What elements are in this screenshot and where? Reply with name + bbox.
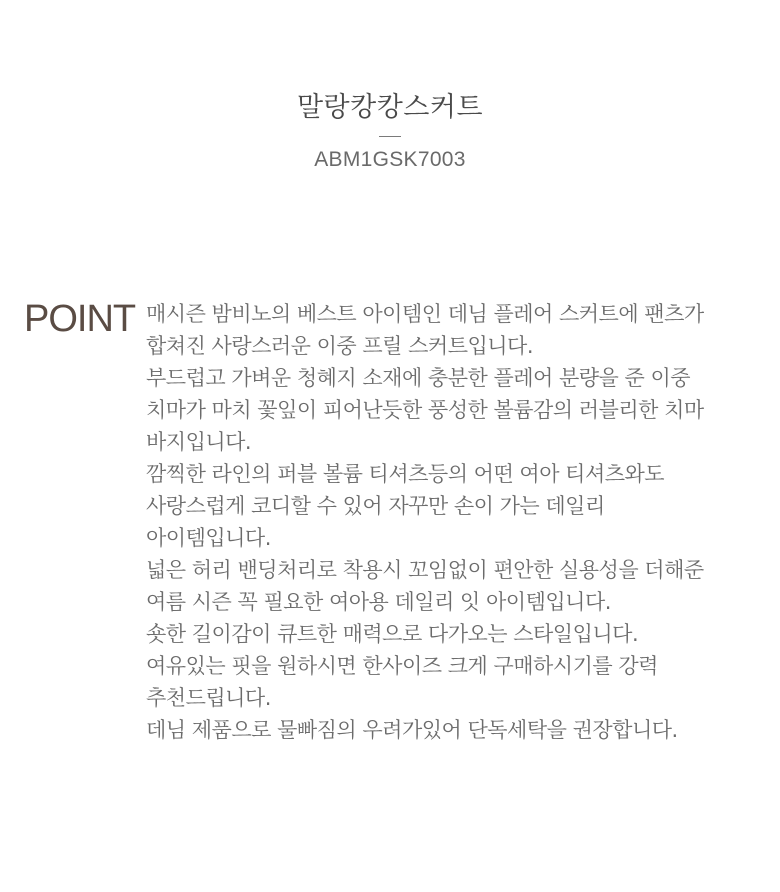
point-line: 매시즌 밤비노의 베스트 아이템인 데님 플레어 스커트에 팬츠가 xyxy=(146,302,704,326)
point-label: POINT xyxy=(24,298,136,340)
point-line: 추천드립니다. xyxy=(146,686,271,710)
point-line: 데님 제품으로 물빠짐의 우려가있어 단독세탁을 권장합니다. xyxy=(146,718,678,742)
product-code: ABM1GSK7003 xyxy=(314,148,466,171)
title-divider xyxy=(379,136,401,137)
point-line: 여유있는 핏을 원하시면 한사이즈 크게 구매하시기를 강력 xyxy=(146,654,658,678)
point-line: 넓은 허리 밴딩처리로 착용시 꼬임없이 편안한 실용성을 더해준 xyxy=(146,558,704,582)
point-line: 숏한 길이감이 큐트한 매력으로 다가오는 스타일입니다. xyxy=(146,622,639,646)
point-line: 치마가 마치 꽃잎이 피어난듯한 풍성한 볼륨감의 러블리한 치마 xyxy=(146,398,704,422)
product-name: 말랑캉캉스커트 xyxy=(296,92,484,123)
point-line: 깜찍한 라인의 퍼블 볼륨 티셔츠등의 어떤 여아 티셔츠와도 xyxy=(146,462,665,486)
product-header xyxy=(0,88,780,173)
point-line: 부드럽고 가벼운 청혜지 소재에 충분한 플레어 분량을 준 이중 xyxy=(146,366,691,390)
point-line: 합쳐진 사랑스러운 이중 프릴 스커트입니다. xyxy=(146,334,534,358)
point-line: 아이템입니다. xyxy=(146,526,271,550)
point-line: 사랑스럽게 코디할 수 있어 자꾸만 손이 가는 데일리 xyxy=(146,494,605,518)
point-description xyxy=(146,298,766,746)
point-line: 바지입니다. xyxy=(146,430,252,454)
point-line: 여름 시즌 꼭 필요한 여아용 데일리 잇 아이템입니다. xyxy=(146,590,611,614)
